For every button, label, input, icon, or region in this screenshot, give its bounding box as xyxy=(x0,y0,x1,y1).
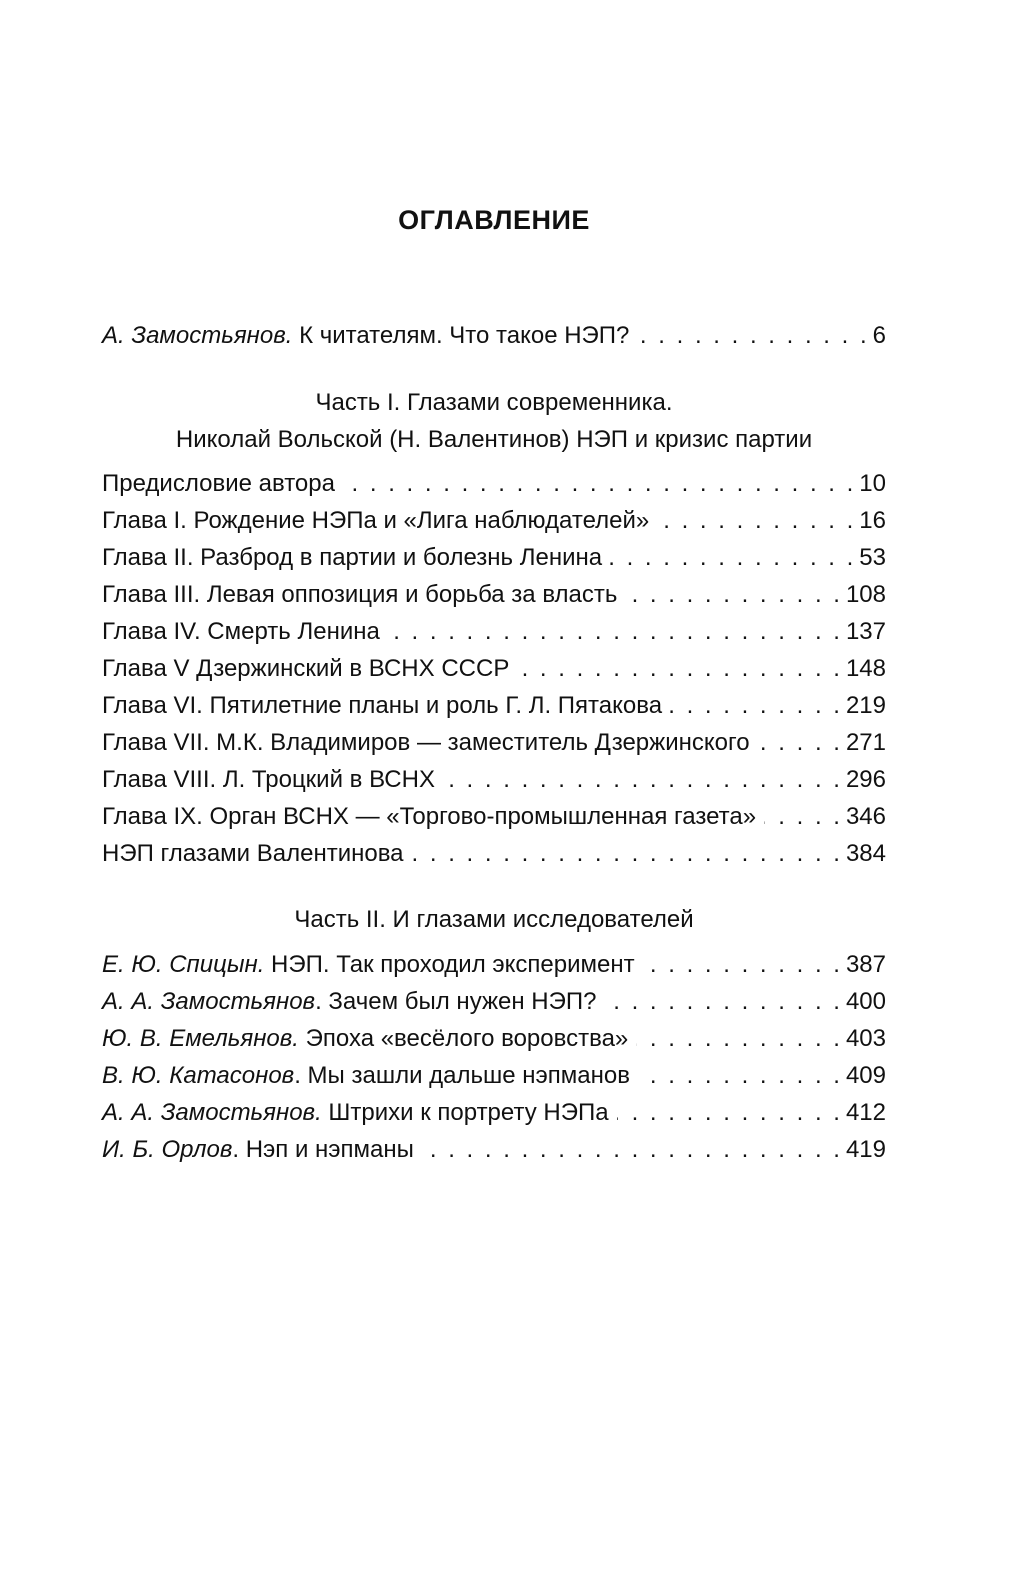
dot-leader xyxy=(758,726,840,760)
toc-entry xyxy=(102,1022,886,1056)
entry-page-number: 148 xyxy=(845,655,886,682)
dot-leader xyxy=(764,800,840,834)
entry-page-number: 137 xyxy=(845,618,886,645)
toc-entry xyxy=(102,504,886,538)
dot-leader xyxy=(625,578,840,612)
entry-title: Глава IV. Смерть Ленина xyxy=(102,618,380,645)
entry-page-number: 419 xyxy=(845,1136,886,1163)
entry-page-number: 108 xyxy=(845,581,886,608)
entry-title: Штрихи к портрету НЭПа xyxy=(321,1099,609,1126)
dot-leader xyxy=(422,1133,840,1167)
entry-title: Глава VI. Пятилетние планы и роль Г. Л. Пятакова xyxy=(102,692,663,719)
dot-leader xyxy=(643,948,840,982)
entry-title: НЭП. Так проходил эксперимент xyxy=(264,951,635,978)
entry-page-number: 53 xyxy=(859,544,886,571)
toc-entry xyxy=(102,467,886,501)
entry-page-number: 16 xyxy=(859,507,886,534)
toc-entry xyxy=(102,541,886,575)
toc-title: ОГЛАВЛЕНИЕ xyxy=(398,205,590,235)
toc-entry xyxy=(102,763,886,797)
entry-title: Глава II. Разброд в партии и болезнь Ленина xyxy=(102,544,603,571)
entry-title: НЭП глазами Валентинова xyxy=(102,840,404,867)
toc-entry xyxy=(102,985,886,1019)
entry-author: А. А. Замостьянов. xyxy=(102,1099,322,1126)
dot-leader xyxy=(388,615,840,649)
entry-page-number: 384 xyxy=(845,840,886,867)
toc-entry xyxy=(102,578,886,612)
part1-heading-line2: Николай Вольской (Н. Валентинов) НЭП и кризис партии xyxy=(175,426,813,453)
entry-title: К читателям. Что такое НЭП? xyxy=(292,322,630,349)
entry-title: . Нэп и нэпманы xyxy=(232,1136,414,1163)
entry-title: Предисловие автора xyxy=(102,470,335,497)
dot-leader xyxy=(443,763,840,797)
dot-leader xyxy=(617,1096,840,1130)
entry-title: Глава VIII. Л. Троцкий в ВСНХ xyxy=(102,766,435,793)
toc-entry xyxy=(102,1059,886,1093)
entry-author: И. Б. Орлов xyxy=(102,1136,233,1163)
dot-leader xyxy=(604,985,839,1019)
entry-author: А. Замостьянов. xyxy=(102,322,293,349)
toc-entry xyxy=(102,800,886,834)
entry-title: Глава VII. М.К. Владимиров — заместитель Дзержинского xyxy=(102,729,750,756)
entry-author: Ю. В. Емельянов. xyxy=(102,1025,299,1052)
entry-title: . Зачем был нужен НЭП? xyxy=(315,988,597,1015)
dot-leader xyxy=(636,1022,840,1056)
toc-entry xyxy=(102,1133,886,1167)
entry-title: Глава III. Левая оппозиция и борьба за власть xyxy=(102,581,618,608)
entry-page-number: 271 xyxy=(845,729,886,756)
dot-leader xyxy=(657,504,853,538)
dot-leader xyxy=(610,541,853,575)
dot-leader xyxy=(412,837,840,871)
entry-title: Глава I. Рождение НЭПа и «Лига наблюдателей» xyxy=(102,507,650,534)
entry-author: А. А. Замостьянов xyxy=(102,988,316,1015)
entry-page-number: 400 xyxy=(845,988,886,1015)
toc-entry xyxy=(102,837,886,871)
entry-title: Глава V Дзержинский в ВСНХ СССР xyxy=(102,655,510,682)
dot-leader xyxy=(670,689,840,723)
entry-page-number: 10 xyxy=(859,470,886,497)
toc-entry xyxy=(102,726,886,760)
toc-entry xyxy=(102,948,886,982)
entry-page-number: 409 xyxy=(845,1062,886,1089)
dot-leader xyxy=(638,1059,840,1093)
dot-leader xyxy=(637,319,866,353)
entry-page-number: 387 xyxy=(845,951,886,978)
entry-page-number: 296 xyxy=(845,766,886,793)
entry-title: . Мы зашли дальше нэпманов xyxy=(294,1062,630,1089)
toc-entry-intro xyxy=(102,319,886,353)
entry-author: В. Ю. Катасонов xyxy=(102,1062,295,1089)
entry-page-number: 346 xyxy=(845,803,886,830)
entry-page-number: 403 xyxy=(845,1025,886,1052)
entry-title: Эпоха «весёлого воровства» xyxy=(298,1025,629,1052)
toc-entry xyxy=(102,615,886,649)
part2-heading: Часть II. И глазами исследователей xyxy=(294,906,694,933)
entry-page-number: 219 xyxy=(845,692,886,719)
toc-entry xyxy=(102,652,886,686)
dot-leader xyxy=(517,652,840,686)
entry-page-number: 412 xyxy=(845,1099,886,1126)
toc-entry xyxy=(102,689,886,723)
dot-leader xyxy=(343,467,853,501)
entry-title: Глава IX. Орган ВСНХ — «Торгово-промышленная газета» xyxy=(102,803,757,830)
entry-page-number: 6 xyxy=(872,322,886,349)
entry-author: Е. Ю. Спицын. xyxy=(102,951,265,978)
part1-heading-line1: Часть I. Глазами современника. xyxy=(315,389,673,416)
toc-entry xyxy=(102,1096,886,1130)
